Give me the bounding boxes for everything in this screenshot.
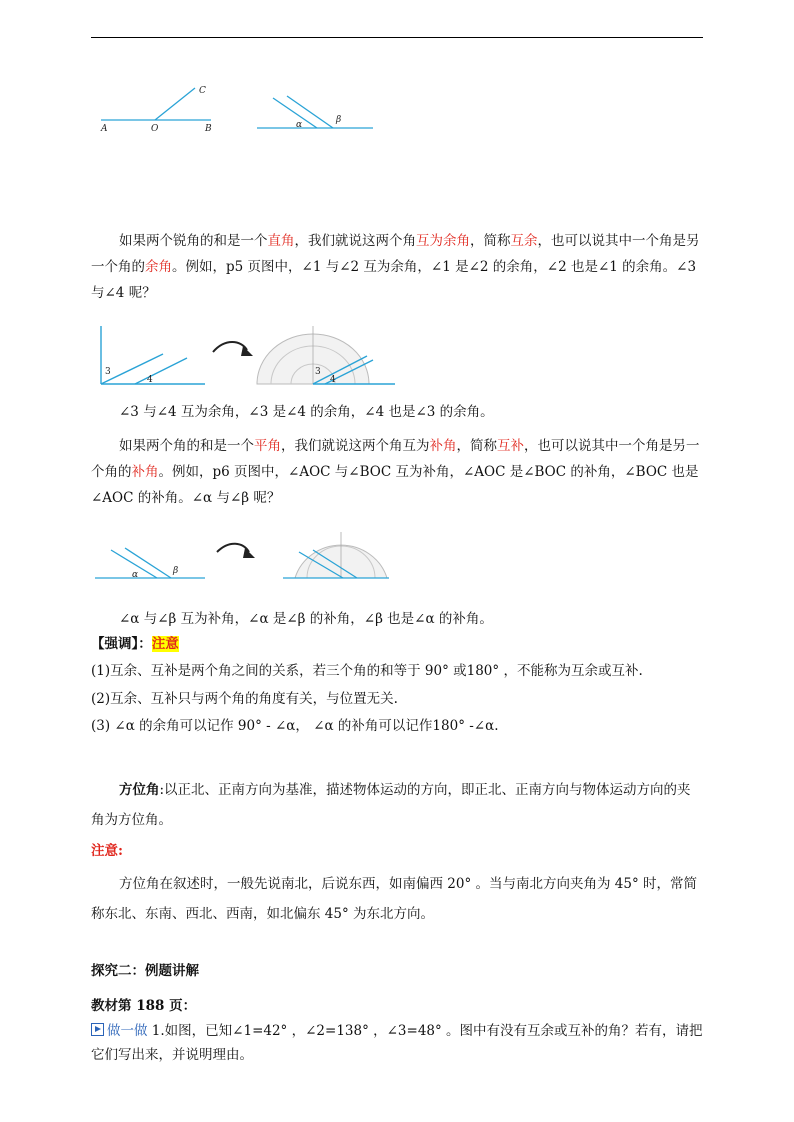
emphasis-heading	[91, 634, 703, 654]
text: 。例如，p5 页图中，∠1 与∠2 互为余角，∠1 是∠2 的余角，∠2 也是∠1 的余角。∠3 与∠4 呢？	[91, 259, 697, 301]
answer-complementary: ∠3 与∠4 互为余角，∠3 是∠4 的余角，∠4 也是∠3 的余角。	[119, 404, 494, 420]
label-beta-2: β	[173, 566, 179, 576]
text: ，简称	[470, 233, 511, 249]
azimuth-term: 方位角	[119, 782, 160, 798]
exercise-tag: 做一做	[107, 1023, 148, 1039]
text: ，也可以说其中一个角是另一个角的	[91, 233, 700, 275]
keyword-right-angle: 直角	[267, 233, 295, 249]
keyword-straight-angle: 平角	[254, 438, 281, 454]
label-b: B	[205, 124, 212, 134]
para-complementary	[91, 228, 703, 306]
exercise-text: 1.如图，已知∠1=42° ，∠2=138° ，∠3=48° 。图中有没有互余或互补的角？若有，请把它们写出来，并说明理由。	[91, 1023, 703, 1063]
label-3b: 3	[315, 367, 321, 377]
para-azimuth	[91, 775, 703, 835]
keyword-complement: 余角	[145, 259, 172, 275]
figure-angles-alpha-beta	[95, 530, 395, 582]
azimuth-text: :以正北、正南方向为基准，描述物体运动的方向，即正北、正南方向与物体运动方向的夹角为方位角。	[91, 782, 691, 828]
play-icon	[91, 1023, 104, 1036]
text: ，我们就说这两个角互为	[281, 438, 430, 454]
label-alpha: α	[296, 120, 303, 130]
label-3: 3	[105, 367, 111, 377]
note-3: (3) ∠α 的余角可以记作 90° - ∠α， ∠α 的补角可以记作180° -∠α.	[91, 718, 499, 734]
label-c: C	[199, 86, 206, 96]
text: ，也可以说其中一个角是另一个角的	[91, 438, 700, 480]
emphasis-label: 【强调】：	[91, 636, 152, 652]
label-o: O	[151, 124, 159, 134]
emphasis-tag: 注意	[151, 636, 179, 652]
label-4: 4	[147, 375, 153, 385]
arrow-icon	[213, 342, 247, 352]
arrow-icon	[217, 544, 249, 552]
header-rule	[91, 37, 703, 38]
keyword-supplementary-angle: 补角	[131, 464, 159, 480]
text: ，简称	[456, 438, 497, 454]
figure-angles-3-4	[95, 322, 395, 388]
para-azimuth-note: 方位角在叙述时，一般先说南北，后说东西，如南偏西 20° 。当与南北方向夹角为 45° 时，常简称东北、东南、西北、西南，如北偏东 45° 为东北方向。	[91, 876, 698, 922]
label-4b: 4	[330, 375, 336, 385]
text: 如果两个锐角的和是一个	[119, 233, 268, 249]
figure-angles-aoc-boc	[95, 80, 385, 140]
text: 如果两个角的和是一个	[119, 438, 254, 454]
text: 。例如，p6 页图中，∠AOC 与∠BOC 互为补角，∠AOC 是∠BOC 的补角，∠BOC 也是∠AOC 的补角。∠α 与∠β 呢？	[91, 464, 699, 506]
note2-label: 注意:	[91, 843, 123, 859]
text: ，我们就说这两个角	[294, 233, 416, 249]
para-supplementary	[91, 433, 703, 511]
protractor-icon	[257, 326, 395, 385]
textbook-ref: 教材第 188 页：	[91, 998, 197, 1014]
note-2: (2)互余、互补只与两个角的角度有关，与位置无关.	[91, 691, 398, 707]
keyword-supplementary-short: 互补	[497, 438, 524, 454]
exercise	[91, 1019, 703, 1067]
keyword-supplement: 补角	[429, 438, 457, 454]
label-alpha-2: α	[132, 570, 139, 580]
keyword-complementary: 互为余角	[416, 233, 470, 249]
answer-supplementary: ∠α 与∠β 互为补角，∠α 是∠β 的补角，∠β 也是∠α 的补角。	[119, 611, 493, 627]
ray-oc	[155, 88, 195, 120]
label-a: A	[101, 124, 108, 134]
label-beta: β	[336, 115, 342, 125]
protractor-icon	[283, 532, 389, 578]
section-heading: 探究二：例题讲解	[91, 963, 199, 979]
note-1: (1)互余、互补是两个角之间的关系，若三个角的和等于 90° 或180° ，不能称为互余或互补.	[91, 663, 643, 679]
keyword-complementary-short: 互余	[510, 233, 538, 249]
